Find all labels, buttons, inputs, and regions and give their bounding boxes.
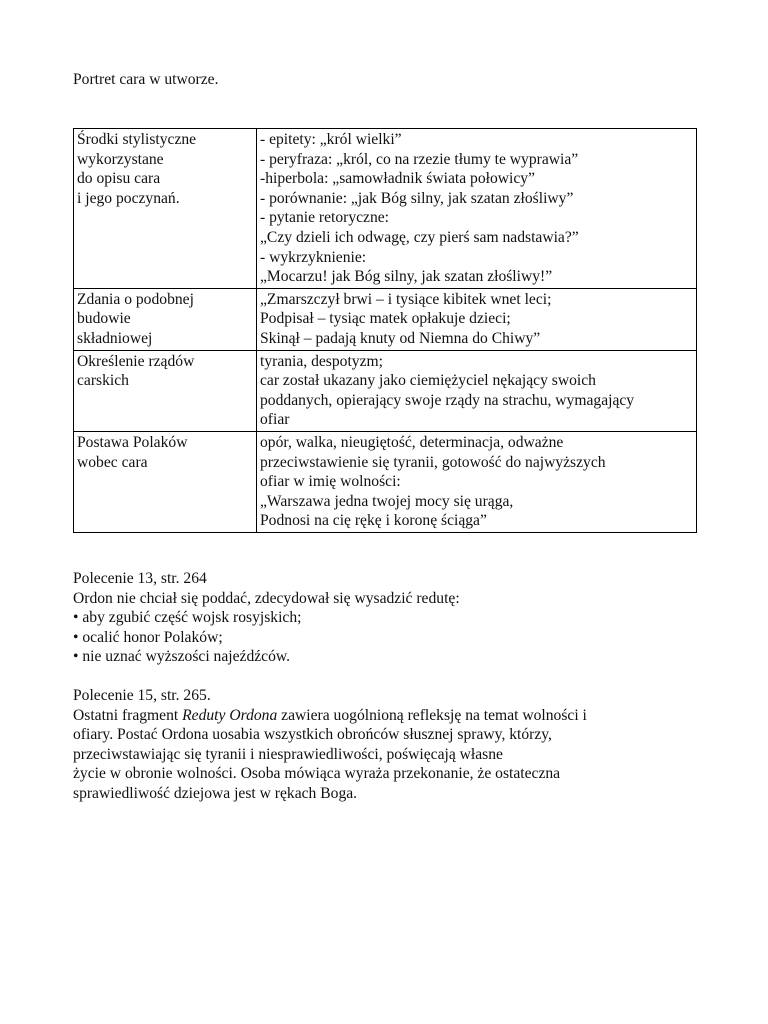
cell-line: wobec cara [77, 453, 148, 471]
section-title: Polecenie 13, str. 264 [73, 570, 207, 587]
cell-line: „Warszawa jedna twojej mocy się urąga, [260, 492, 514, 510]
cell-line: tyrania, despotyzm; [260, 352, 383, 370]
cell-line: - pytanie retoryczne: [260, 209, 390, 227]
cell-line: „Czy dzieli ich odwagę, czy pierś sam nadstawia?” [260, 228, 579, 246]
cell-line: Podnosi na cię rękę i koronę ściąga” [260, 512, 487, 530]
text-run: zawiera uogólnioną refleksję na temat wolności i [277, 706, 587, 724]
cell-line: - epitety: „król wielki” [260, 131, 402, 148]
table-cell-label [74, 288, 257, 350]
cell-line: i jego poczynań. [77, 189, 180, 207]
cell-line: przeciwstawienie się tyranii, gotowość do najwyższych [260, 453, 606, 471]
bullet-item: • ocalić honor Polaków; [73, 628, 223, 646]
table-cell-label [74, 350, 257, 431]
table-cell-content [257, 129, 697, 289]
table-row-parallel-sentences [74, 288, 697, 350]
section-paragraph-line: życie w obronie wolności. Osoba mówiąca wyraża przekonanie, że ostateczna [73, 765, 561, 783]
section-paragraph: Ordon nie chciał się poddać, zdecydował się wysadzić redutę: [73, 589, 460, 607]
cell-line: Zdania o podobnej [77, 290, 194, 308]
cell-line: - peryfraza: „król, co na rzezie tłumy te wyprawia” [260, 150, 579, 168]
cell-line: Środki stylistyczne [77, 131, 197, 148]
cell-line: ofiar [260, 411, 290, 429]
cell-line: opór, walka, nieugiętość, determinacja, odważne [260, 433, 564, 451]
section-title: Polecenie 15, str. 265. [73, 687, 211, 704]
section-paragraph-line: przeciwstawiając się tyranii i niesprawiedliwości, poświęcają własne [73, 745, 503, 763]
cell-line: Określenie rządów [77, 352, 195, 370]
analysis-table [73, 128, 697, 533]
cell-line: do opisu cara [77, 170, 161, 188]
table-cell-content [257, 350, 697, 431]
table-cell-content [257, 288, 697, 350]
cell-line: składniowej [77, 329, 153, 347]
section-paragraph-line: sprawiedliwość dziejowa jest w rękach Boga. [73, 784, 358, 802]
table-row-tsarist-rule [74, 350, 697, 431]
table-row-stylistic-devices [74, 129, 697, 289]
text-run: Ostatni fragment [73, 706, 183, 724]
section-task-13 [73, 569, 703, 667]
cell-line: - wykrzyknienie: [260, 248, 367, 266]
table-cell-label [74, 129, 257, 289]
cell-line: - porównanie: „jak Bóg silny, jak szatan złośliwy” [260, 189, 574, 207]
cell-line: wykorzystane [77, 150, 164, 168]
table-cell-content [257, 431, 697, 532]
table-row-polish-attitude [74, 431, 697, 532]
cell-line: „Zmarszczył brwi – i tysiące kibitek wnet leci; [260, 290, 552, 308]
cell-line: budowie [77, 310, 131, 328]
page-heading: Portret cara w utworze. [73, 71, 219, 88]
section-paragraph-line: ofiary. Postać Ordona uosabia wszystkich obrońców słusznej sprawy, którzy, [73, 726, 552, 744]
section-task-15 [73, 686, 703, 804]
cell-line: „Mocarzu! jak Bóg silny, jak szatan złośliwy!” [260, 268, 553, 286]
bullet-item: • nie uznać wyższości najeźdźców. [73, 648, 291, 666]
cell-line: Podpisał – tysiąc matek opłakuje dzieci; [260, 310, 511, 328]
table-cell-label [74, 431, 257, 532]
cell-line: Postawa Polaków [77, 433, 188, 451]
cell-line: carskich [77, 372, 129, 390]
cell-line: Skinął – padają knuty od Niemna do Chiwy” [260, 329, 541, 347]
cell-line: -hiperbola: „samowładnik świata połowicy” [260, 170, 535, 188]
cell-line: car został ukazany jako ciemiężyciel nękający swoich [260, 372, 596, 390]
cell-line: ofiar w imię wolności: [260, 473, 401, 491]
section-paragraph-line [73, 706, 703, 726]
work-title-italic: Reduty Ordona [182, 706, 278, 724]
cell-line: poddanych, opierający swoje rządy na strachu, wymagający [260, 391, 635, 409]
bullet-item: • aby zgubić część wojsk rosyjskich; [73, 609, 302, 627]
